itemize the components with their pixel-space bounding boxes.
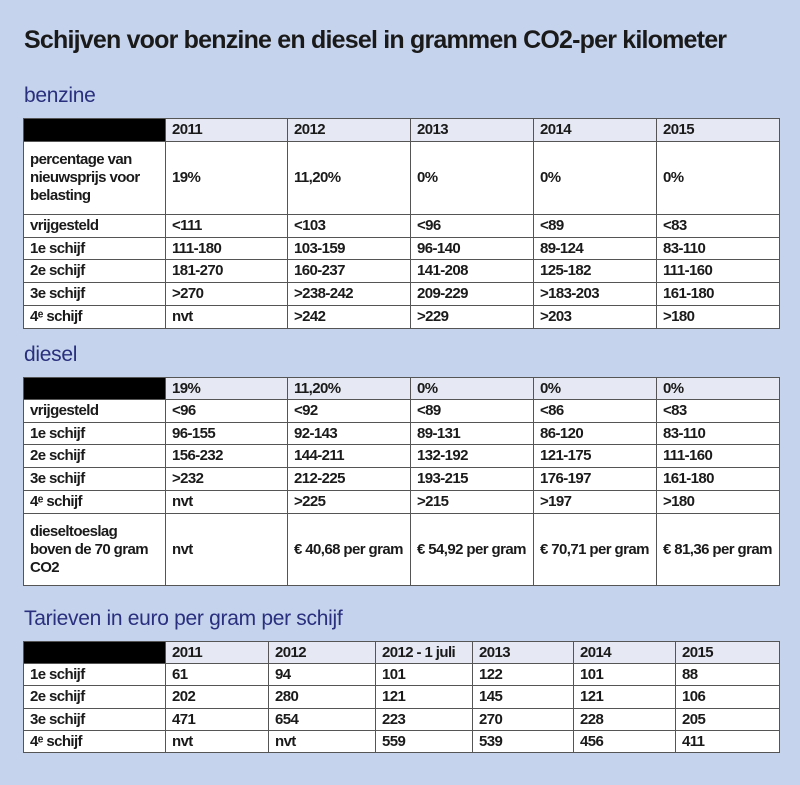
table-cell: 88 xyxy=(676,664,780,686)
table-cell: >238-242 xyxy=(288,283,411,306)
column-header: 19% xyxy=(166,378,288,400)
table-cell: 96-140 xyxy=(411,238,534,260)
table-cell: 156-232 xyxy=(166,445,288,468)
table-cell: 122 xyxy=(473,664,574,686)
table-cell: 411 xyxy=(676,731,780,753)
row-label: 1e schijf xyxy=(24,238,166,260)
table-cell: 223 xyxy=(376,709,473,731)
table-cell: 111-160 xyxy=(657,445,780,468)
row-label: 3e schijf xyxy=(24,468,166,491)
table-cell: 121 xyxy=(574,686,676,709)
row-label: vrijgesteld xyxy=(24,215,166,238)
table-cell: 205 xyxy=(676,709,780,731)
benzine-table xyxy=(23,118,780,329)
column-header: 0% xyxy=(411,378,534,400)
tarieven-table xyxy=(23,641,780,753)
table-row xyxy=(24,664,780,686)
row-label: 3e schijf xyxy=(24,283,166,306)
tarieven-header-row xyxy=(24,642,780,664)
table-cell: >183-203 xyxy=(534,283,657,306)
column-header: 11,20% xyxy=(288,378,411,400)
table-row xyxy=(24,423,780,445)
table-cell: 228 xyxy=(574,709,676,731)
table-cell: <89 xyxy=(534,215,657,238)
table-row xyxy=(24,445,780,468)
table-cell: >242 xyxy=(288,306,411,329)
column-header: 2014 xyxy=(534,119,657,142)
table-row xyxy=(24,142,780,215)
table-cell: 202 xyxy=(166,686,269,709)
diesel-heading: diesel xyxy=(24,343,78,366)
table-cell: 89-131 xyxy=(411,423,534,445)
table-cell: 125-182 xyxy=(534,260,657,283)
table-cell: 559 xyxy=(376,731,473,753)
column-header: 2014 xyxy=(574,642,676,664)
table-cell: <96 xyxy=(411,215,534,238)
table-cell: >203 xyxy=(534,306,657,329)
table-cell: <92 xyxy=(288,400,411,423)
table-cell: 471 xyxy=(166,709,269,731)
table-row xyxy=(24,468,780,491)
table-row xyxy=(24,238,780,260)
diesel-header-row xyxy=(24,378,780,400)
table-cell: <83 xyxy=(657,215,780,238)
row-label: dieseltoeslag boven de 70 gram CO2 xyxy=(24,514,166,586)
table-cell: 11,20% xyxy=(288,142,411,215)
table-cell: 0% xyxy=(657,142,780,215)
column-header: 2011 xyxy=(166,642,269,664)
table-cell: nvt xyxy=(166,514,288,586)
table-cell: 89-124 xyxy=(534,238,657,260)
table-row xyxy=(24,731,780,753)
table-cell: 111-160 xyxy=(657,260,780,283)
table-cell: 121 xyxy=(376,686,473,709)
table-cell: <86 xyxy=(534,400,657,423)
page-title: Schijven voor benzine en diesel in grammen CO2-per kilometer xyxy=(24,26,727,54)
table-cell: >215 xyxy=(411,491,534,514)
table-cell: >270 xyxy=(166,283,288,306)
table-row xyxy=(24,283,780,306)
table-cell: <89 xyxy=(411,400,534,423)
column-header: 2013 xyxy=(411,119,534,142)
table-cell: >180 xyxy=(657,306,780,329)
table-cell: 86-120 xyxy=(534,423,657,445)
row-label: 2e schijf xyxy=(24,260,166,283)
table-cell: >229 xyxy=(411,306,534,329)
table-cell: 61 xyxy=(166,664,269,686)
table-row xyxy=(24,491,780,514)
header-corner-cell xyxy=(24,642,166,664)
row-label: 4ᵉ schijf xyxy=(24,306,166,329)
table-row xyxy=(24,686,780,709)
column-header: 2012 xyxy=(269,642,376,664)
table-row xyxy=(24,215,780,238)
row-label: 2e schijf xyxy=(24,445,166,468)
diesel-table xyxy=(23,377,780,586)
row-label: 4ᵉ schijf xyxy=(24,491,166,514)
table-cell: 181-270 xyxy=(166,260,288,283)
table-row xyxy=(24,514,780,586)
table-cell: € 54,92 per gram xyxy=(411,514,534,586)
column-header: 2012 xyxy=(288,119,411,142)
row-label: 2e schijf xyxy=(24,686,166,709)
table-cell: 193-215 xyxy=(411,468,534,491)
table-cell: nvt xyxy=(269,731,376,753)
table-cell: >232 xyxy=(166,468,288,491)
table-cell: 94 xyxy=(269,664,376,686)
table-cell: 0% xyxy=(411,142,534,215)
table-cell: 121-175 xyxy=(534,445,657,468)
table-cell: 144-211 xyxy=(288,445,411,468)
table-cell: 92-143 xyxy=(288,423,411,445)
column-header: 2011 xyxy=(166,119,288,142)
table-cell: 280 xyxy=(269,686,376,709)
table-cell: 106 xyxy=(676,686,780,709)
table-cell: 145 xyxy=(473,686,574,709)
row-label: 1e schijf xyxy=(24,423,166,445)
row-label: 1e schijf xyxy=(24,664,166,686)
table-cell: 103-159 xyxy=(288,238,411,260)
table-cell: nvt xyxy=(166,306,288,329)
row-label: 3e schijf xyxy=(24,709,166,731)
benzine-header-row xyxy=(24,119,780,142)
table-cell: 160-237 xyxy=(288,260,411,283)
table-cell: <96 xyxy=(166,400,288,423)
table-cell: <103 xyxy=(288,215,411,238)
table-cell: <111 xyxy=(166,215,288,238)
header-corner-cell xyxy=(24,119,166,142)
column-header: 2012 - 1 juli xyxy=(376,642,473,664)
table-cell: 111-180 xyxy=(166,238,288,260)
table-cell: 270 xyxy=(473,709,574,731)
table-cell: nvt xyxy=(166,491,288,514)
table-cell: 0% xyxy=(534,142,657,215)
table-cell: 101 xyxy=(574,664,676,686)
column-header: 2015 xyxy=(676,642,780,664)
column-header: 2013 xyxy=(473,642,574,664)
table-cell: >180 xyxy=(657,491,780,514)
benzine-heading: benzine xyxy=(24,84,96,107)
row-label: percentage van nieuwsprijs voor belasting xyxy=(24,142,166,215)
table-cell: 96-155 xyxy=(166,423,288,445)
table-cell: 456 xyxy=(574,731,676,753)
table-row xyxy=(24,400,780,423)
table-cell: 212-225 xyxy=(288,468,411,491)
table-cell: >225 xyxy=(288,491,411,514)
table-cell: 101 xyxy=(376,664,473,686)
table-cell: 132-192 xyxy=(411,445,534,468)
table-row xyxy=(24,306,780,329)
row-label: vrijgesteld xyxy=(24,400,166,423)
table-cell: 83-110 xyxy=(657,423,780,445)
table-row xyxy=(24,709,780,731)
table-cell: € 81,36 per gram xyxy=(657,514,780,586)
row-label: 4ᵉ schijf xyxy=(24,731,166,753)
table-cell: € 70,71 per gram xyxy=(534,514,657,586)
column-header: 0% xyxy=(534,378,657,400)
table-cell: 141-208 xyxy=(411,260,534,283)
table-cell: <83 xyxy=(657,400,780,423)
column-header: 2015 xyxy=(657,119,780,142)
table-cell: >197 xyxy=(534,491,657,514)
table-row xyxy=(24,260,780,283)
table-cell: nvt xyxy=(166,731,269,753)
table-cell: € 40,68 per gram xyxy=(288,514,411,586)
header-corner-cell xyxy=(24,378,166,400)
table-cell: 83-110 xyxy=(657,238,780,260)
table-cell: 209-229 xyxy=(411,283,534,306)
table-cell: 19% xyxy=(166,142,288,215)
table-cell: 161-180 xyxy=(657,283,780,306)
table-cell: 654 xyxy=(269,709,376,731)
table-cell: 176-197 xyxy=(534,468,657,491)
column-header: 0% xyxy=(657,378,780,400)
tarieven-heading: Tarieven in euro per gram per schijf xyxy=(24,607,343,630)
table-cell: 161-180 xyxy=(657,468,780,491)
table-cell: 539 xyxy=(473,731,574,753)
